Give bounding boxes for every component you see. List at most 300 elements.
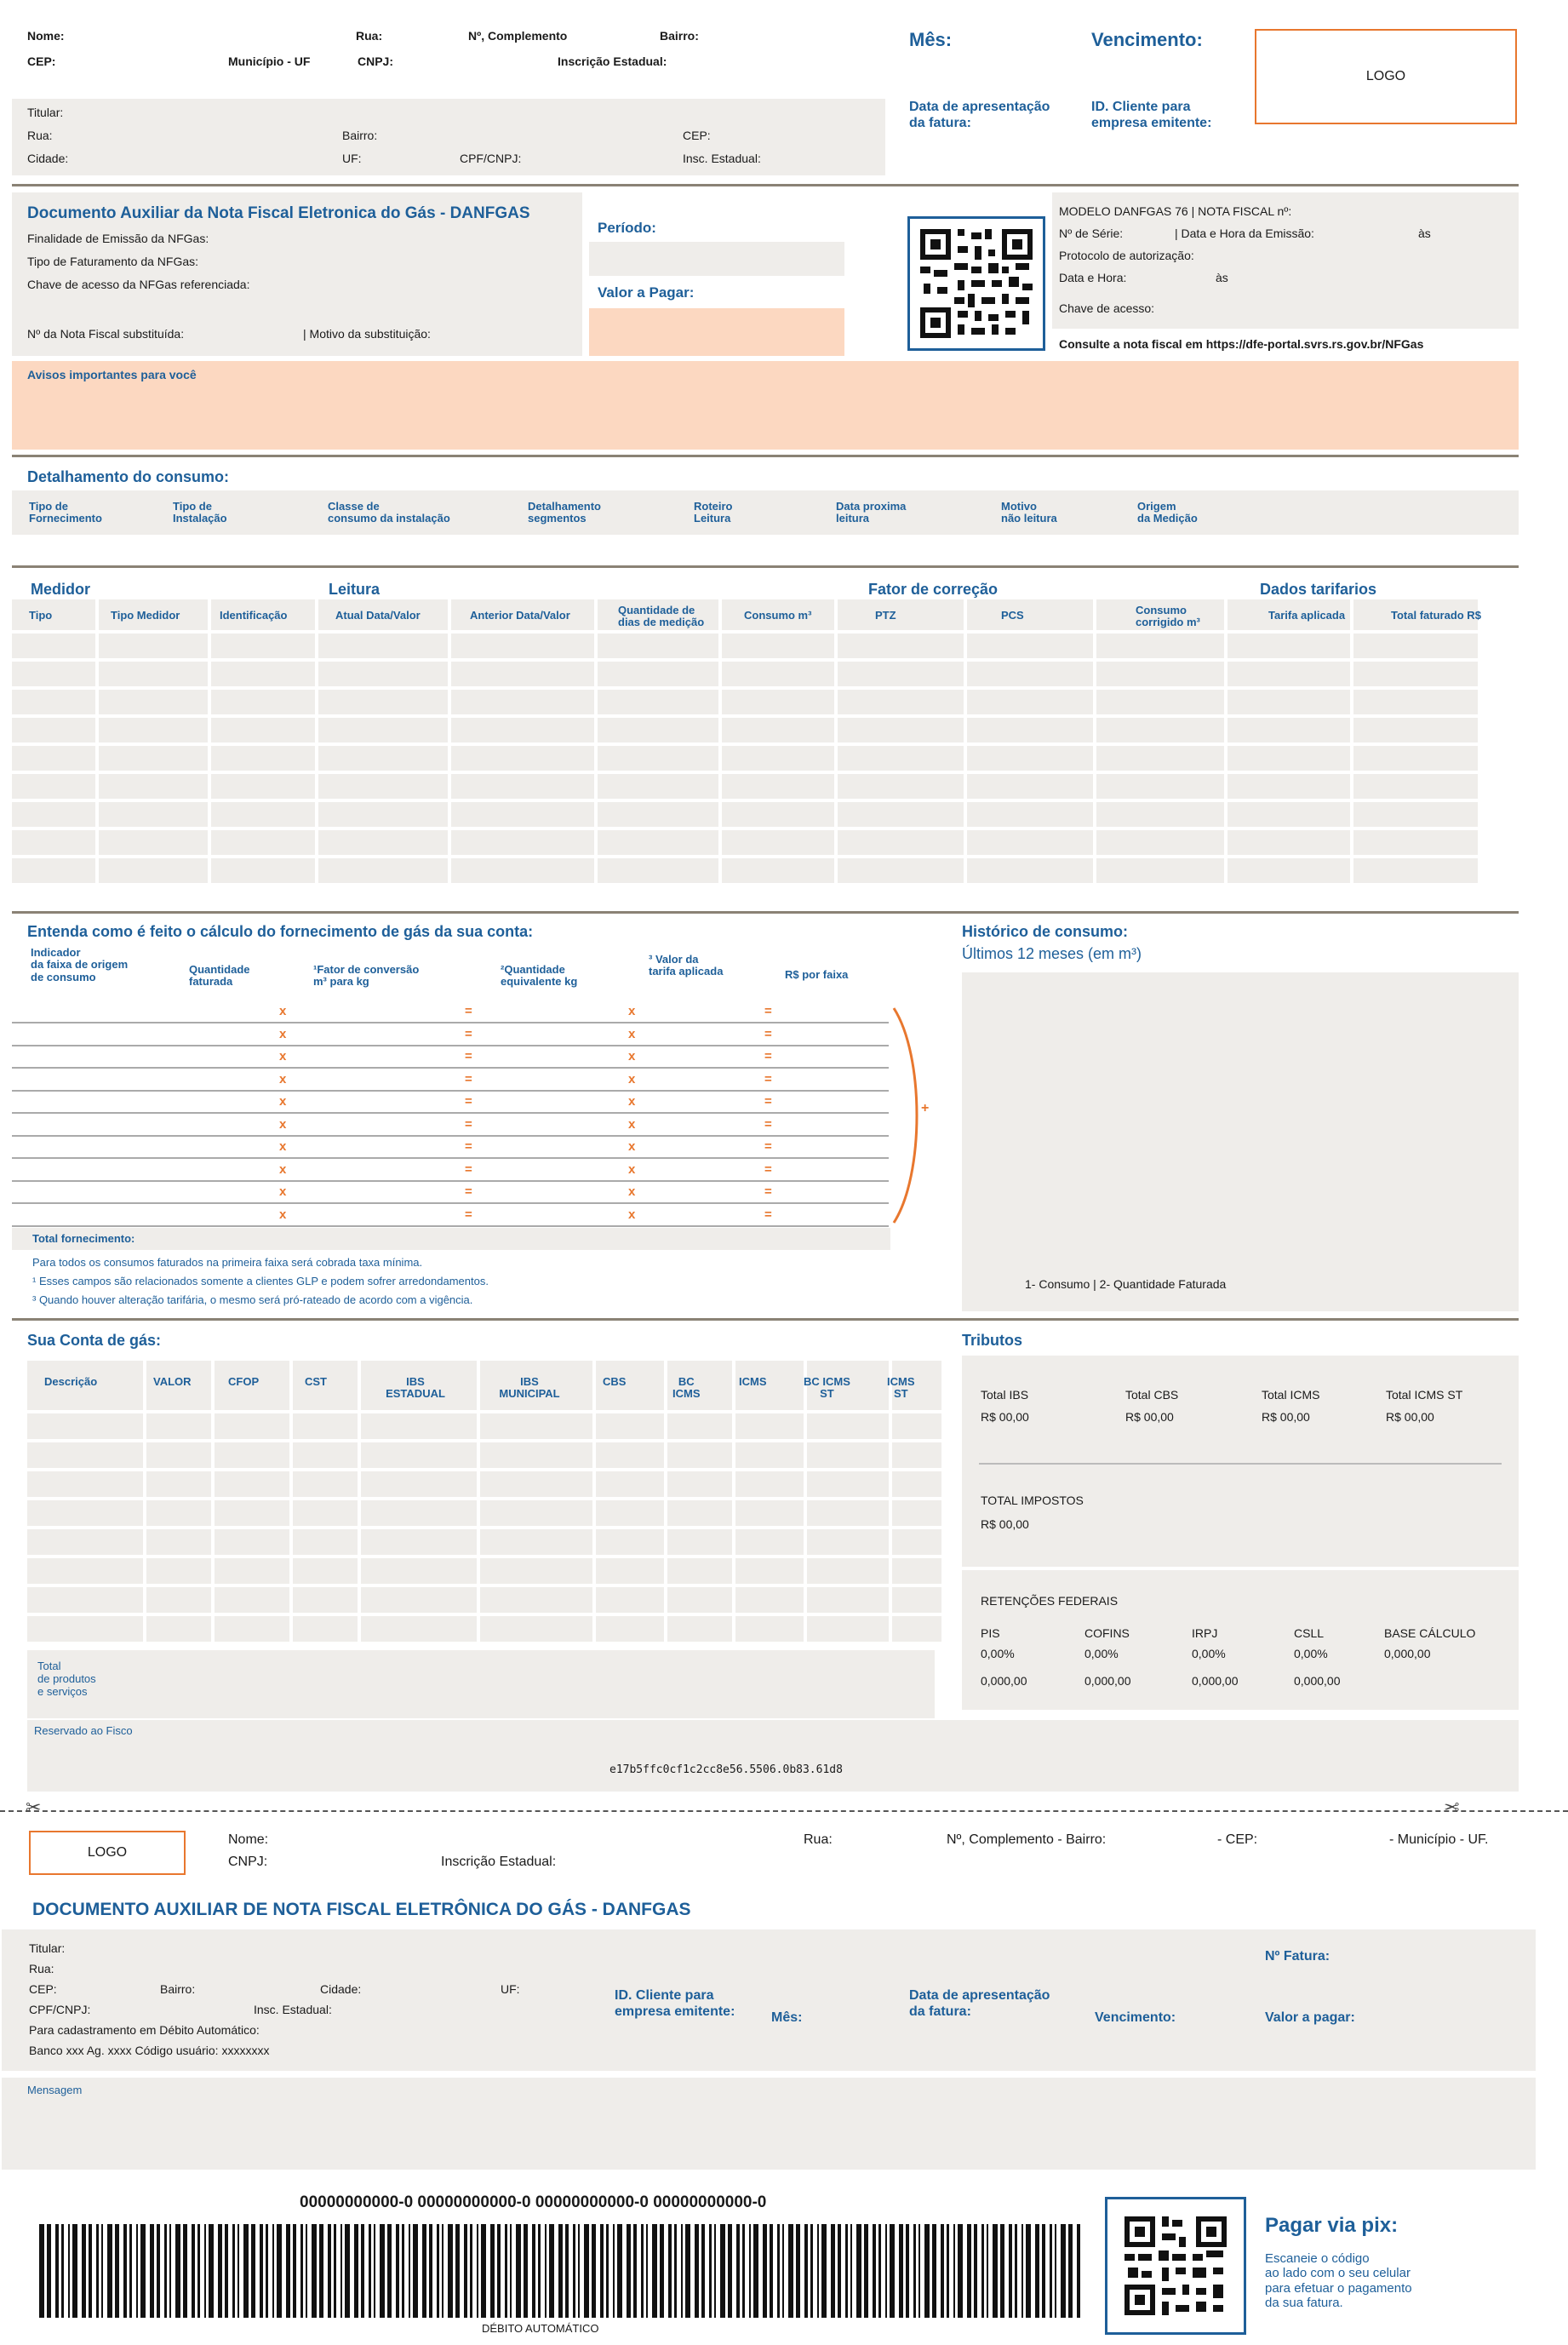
multiply-sign: x	[279, 1049, 287, 1064]
table-cell	[211, 718, 315, 742]
medidor-col: Tipo Medidor	[111, 609, 180, 622]
table-cell	[596, 1471, 664, 1497]
canhoto-mes: Mês:	[771, 2010, 803, 2025]
table-cell	[12, 634, 95, 658]
reservado-fisco: Reservado ao Fisco	[34, 1724, 133, 1737]
medidor-col: Identificação	[220, 609, 288, 622]
table-cell	[361, 1471, 477, 1497]
equals-sign: =	[465, 1004, 472, 1018]
table-cell	[1353, 774, 1478, 799]
table-cell	[967, 718, 1093, 742]
multiply-sign: x	[628, 1071, 636, 1086]
multiply-sign: x	[279, 1071, 287, 1086]
calculo-row	[12, 1092, 889, 1114]
table-cell	[146, 1587, 211, 1613]
table-cell	[451, 690, 594, 714]
table-cell	[451, 662, 594, 686]
table-cell	[807, 1587, 889, 1613]
table-cell	[967, 690, 1093, 714]
conta-col: CFOP	[228, 1375, 260, 1388]
table-cell	[318, 718, 448, 742]
table-cell	[967, 634, 1093, 658]
consumo-col: Tipo de Fornecimento	[29, 500, 102, 525]
calculo-row	[12, 1115, 889, 1137]
multiply-sign: x	[279, 1207, 287, 1222]
multiply-sign: x	[279, 1161, 287, 1177]
table-cell	[27, 1558, 143, 1584]
medidor-col: Consumo corrigido m³	[1136, 604, 1200, 629]
table-cell	[318, 634, 448, 658]
canhoto-title: DOCUMENTO AUXILIAR DE NOTA FISCAL ELETRÔNICA DO GÁS - DANFGAS	[32, 1900, 691, 1919]
tributos-title: Tributos	[962, 1332, 1022, 1349]
table-cell	[27, 1500, 143, 1526]
table-cell	[27, 1471, 143, 1497]
table-cell	[293, 1442, 358, 1468]
table-cell	[318, 802, 448, 827]
table-cell	[1096, 718, 1224, 742]
equals-sign: =	[764, 1071, 772, 1086]
table-cell	[1228, 774, 1350, 799]
table-cell	[598, 662, 718, 686]
table-cell	[892, 1558, 941, 1584]
conta-col: ICMS	[739, 1375, 767, 1388]
table-cell	[967, 830, 1093, 855]
header-logo: LOGO	[1255, 29, 1517, 124]
table-cell	[215, 1529, 289, 1555]
medidor-col: Anterior Data/Valor	[470, 609, 570, 622]
header-rua: Rua:	[356, 29, 383, 43]
header-vencimento: Vencimento:	[1091, 29, 1203, 50]
tributo-label: Total CBS	[1125, 1388, 1179, 1402]
table-cell	[99, 802, 208, 827]
calculo-row	[12, 1069, 889, 1092]
table-cell	[293, 1413, 358, 1439]
table-cell	[293, 1471, 358, 1497]
table-cell	[99, 858, 208, 883]
calculo-col: Indicador da faixa de origem de consumo	[31, 946, 129, 983]
table-cell	[807, 1413, 889, 1439]
table-cell	[722, 634, 834, 658]
table-cell	[318, 830, 448, 855]
table-cell	[596, 1529, 664, 1555]
table-cell	[215, 1558, 289, 1584]
table-cell	[598, 690, 718, 714]
table-cell	[318, 858, 448, 883]
canhoto-insc: Insc. Estadual:	[254, 2003, 332, 2016]
table-cell	[598, 830, 718, 855]
table-cell	[211, 690, 315, 714]
table-cell	[596, 1587, 664, 1613]
conta-col: ICMS ST	[887, 1375, 915, 1401]
header-inscricao: Inscrição Estadual:	[558, 54, 667, 68]
table-cell	[1096, 858, 1224, 883]
table-cell	[293, 1558, 358, 1584]
table-cell	[480, 1529, 592, 1555]
equals-sign: =	[764, 1094, 772, 1109]
ret-label: CSLL	[1294, 1626, 1325, 1640]
multiply-sign: x	[628, 1004, 636, 1018]
table-cell	[27, 1616, 143, 1642]
nf-data-emissao: | Data e Hora da Emissão:	[1175, 226, 1314, 240]
table-cell	[598, 718, 718, 742]
table-cell	[722, 690, 834, 714]
scissors-icon: ✂	[26, 1797, 42, 1818]
table-cell	[480, 1616, 592, 1642]
medidor-col: Tarifa aplicada	[1268, 609, 1346, 622]
table-cell	[596, 1413, 664, 1439]
tributo-value: R$ 00,00	[981, 1410, 1029, 1424]
medidor-col: PCS	[1001, 609, 1024, 622]
table-cell	[838, 634, 964, 658]
qr-code-frame	[907, 216, 1045, 351]
table-cell	[27, 1442, 143, 1468]
table-cell	[596, 1442, 664, 1468]
table-cell	[967, 746, 1093, 771]
mensagem-box	[2, 2078, 1536, 2170]
table-cell	[967, 774, 1093, 799]
pix-title: Pagar via pix:	[1265, 2214, 1399, 2237]
calculo-plus: +	[921, 1101, 930, 1115]
multiply-sign: x	[628, 1139, 636, 1154]
medidor-col: PTZ	[875, 609, 896, 622]
ret-val: 0,000,00	[981, 1674, 1027, 1688]
equals-sign: =	[764, 1184, 772, 1199]
multiply-sign: x	[628, 1094, 636, 1109]
conta-hash: e17b5ffc0cf1c2cc8e56.5506.0b83.61d8	[609, 1763, 843, 1776]
table-cell	[215, 1471, 289, 1497]
table-cell	[1096, 690, 1224, 714]
table-cell	[667, 1587, 732, 1613]
consumo-col: Motivo não leitura	[1001, 500, 1057, 525]
table-cell	[735, 1442, 804, 1468]
table-cell	[1353, 634, 1478, 658]
table-cell	[598, 634, 718, 658]
consumo-title: Detalhamento do consumo:	[27, 468, 230, 485]
table-cell	[892, 1500, 941, 1526]
multiply-sign: x	[279, 1004, 287, 1018]
table-cell	[722, 830, 834, 855]
titular-bairro: Bairro:	[342, 129, 378, 142]
canhoto-complemento: Nº, Complemento - Bairro:	[947, 1832, 1107, 1847]
consumo-header	[12, 490, 1519, 535]
table-cell	[361, 1587, 477, 1613]
debito-automatico: DÉBITO AUTOMÁTICO	[482, 2322, 599, 2335]
tributos-gap	[962, 1567, 1519, 1570]
medidor-col: Tipo	[29, 609, 53, 622]
historico-legend: 1- Consumo | 2- Quantidade Faturada	[1025, 1277, 1227, 1291]
ret-label: IRPJ	[1192, 1626, 1218, 1640]
titular-uf: UF:	[342, 152, 362, 165]
table-cell	[480, 1442, 592, 1468]
danfgas-periodo: Período:	[598, 220, 656, 236]
calculo-title: Entenda como é feito o cálculo do fornecimento de gás da sua conta:	[27, 923, 534, 940]
conta-col: BC ICMS ST	[804, 1375, 850, 1401]
retencoes-title: RETENÇÕES FEDERAIS	[981, 1594, 1119, 1608]
avisos-title: Avisos importantes para você	[27, 368, 197, 381]
table-cell	[892, 1413, 941, 1439]
canhoto-rua: Rua:	[804, 1832, 833, 1847]
danfgas-finalidade: Finalidade de Emissão da NFGas:	[27, 232, 209, 245]
table-cell	[12, 802, 95, 827]
header-municipio: Município - UF	[228, 54, 311, 68]
canhoto-municipio: - Município - UF.	[1389, 1832, 1489, 1847]
multiply-sign: x	[628, 1026, 636, 1041]
titular-insc: Insc. Estadual:	[683, 152, 761, 165]
table-cell	[807, 1442, 889, 1468]
calculo-row	[12, 1205, 889, 1227]
multiply-sign: x	[279, 1094, 287, 1109]
valor-pagar-box	[589, 308, 844, 356]
table-cell	[967, 802, 1093, 827]
table-cell	[722, 774, 834, 799]
ret-label: COFINS	[1084, 1626, 1130, 1640]
canhoto-rua2: Rua:	[29, 1962, 54, 1975]
table-cell	[12, 690, 95, 714]
table-cell	[318, 746, 448, 771]
conta-col: VALOR	[153, 1375, 192, 1388]
tributo-label: Total ICMS ST	[1386, 1388, 1463, 1402]
table-cell	[99, 830, 208, 855]
table-cell	[451, 746, 594, 771]
canhoto-inscricao: Inscrição Estadual:	[441, 1855, 557, 1869]
equals-sign: =	[465, 1207, 472, 1222]
calculo-total-bar	[12, 1228, 890, 1250]
conta-total-row	[27, 1650, 935, 1718]
consumo-col: Roteiro Leitura	[694, 500, 733, 525]
canhoto-cep2: CEP:	[29, 1982, 57, 1996]
periodo-box	[589, 242, 844, 276]
table-cell	[838, 599, 964, 630]
table-cell	[99, 718, 208, 742]
table-cell	[12, 830, 95, 855]
table-cell	[215, 1500, 289, 1526]
table-cell	[451, 718, 594, 742]
table-cell	[807, 1529, 889, 1555]
table-cell	[735, 1587, 804, 1613]
equals-sign: =	[465, 1116, 472, 1132]
conta-col: CBS	[603, 1375, 627, 1388]
equals-sign: =	[764, 1139, 772, 1154]
tributo-value: R$ 00,00	[1262, 1410, 1310, 1424]
avisos-box	[12, 361, 1519, 450]
table-cell	[1096, 774, 1224, 799]
ret-label: BASE CÁLCULO	[1384, 1626, 1476, 1640]
ret-pct: 0,00%	[1192, 1647, 1226, 1660]
header-nome: Nome:	[27, 29, 65, 43]
equals-sign: =	[465, 1049, 472, 1064]
conta-total: Total de produtos e serviços	[37, 1660, 96, 1698]
table-cell	[1096, 634, 1224, 658]
table-cell	[361, 1442, 477, 1468]
table-cell	[807, 1500, 889, 1526]
canhoto-nfatura: Nº Fatura:	[1265, 1949, 1331, 1964]
header-mes: Mês:	[909, 29, 953, 50]
table-cell	[99, 634, 208, 658]
ret-val: 0,000,00	[1294, 1674, 1341, 1688]
calculo-row	[12, 1046, 889, 1069]
barcode-number: 00000000000-0 00000000000-0 00000000000-0 00000000000-0	[300, 2193, 767, 2211]
tributo-label: Total ICMS	[1262, 1388, 1320, 1402]
multiply-sign: x	[628, 1161, 636, 1177]
table-cell	[293, 1616, 358, 1642]
calculo-col: R$ por faixa	[785, 968, 849, 981]
table-cell	[1228, 858, 1350, 883]
canhoto-logo: LOGO	[29, 1831, 186, 1875]
table-cell	[146, 1413, 211, 1439]
calculo-note: Para todos os consumos faturados na primeira faixa será cobrada taxa mínima.	[32, 1256, 423, 1269]
table-cell	[596, 1558, 664, 1584]
table-cell	[146, 1471, 211, 1497]
table-cell	[318, 774, 448, 799]
danfgas-valor-pagar: Valor a Pagar:	[598, 284, 695, 301]
table-cell	[1228, 690, 1350, 714]
table-cell	[1228, 718, 1350, 742]
table-cell	[735, 1471, 804, 1497]
table-cell	[838, 802, 964, 827]
multiply-sign: x	[628, 1184, 636, 1199]
conta-col: IBS ESTADUAL	[386, 1375, 445, 1401]
table-cell	[361, 1529, 477, 1555]
table-cell	[596, 1616, 664, 1642]
leitura-group: Leitura	[329, 581, 381, 598]
equals-sign: =	[465, 1071, 472, 1086]
nf-consulte-link[interactable]: Consulte a nota fiscal em https://dfe-portal.svrs.rs.gov.br/NFGas	[1059, 337, 1424, 351]
table-cell	[967, 858, 1093, 883]
consumo-col: Data proxima leitura	[836, 500, 907, 525]
table-cell	[146, 1500, 211, 1526]
multiply-sign: x	[279, 1026, 287, 1041]
tarifarios-group: Dados tarifarios	[1260, 581, 1377, 598]
table-cell	[722, 858, 834, 883]
table-cell	[361, 1616, 477, 1642]
reservado-fisco-box	[27, 1720, 1519, 1792]
nf-data-hora: Data e Hora:	[1059, 271, 1127, 284]
calculo-row	[12, 1182, 889, 1204]
nf-serie: Nº de Série:	[1059, 226, 1124, 240]
consumo-col: Classe de consumo da instalação	[328, 500, 450, 525]
tributo-label: Total IBS	[981, 1388, 1029, 1402]
table-cell	[1096, 830, 1224, 855]
table-cell	[838, 774, 964, 799]
table-cell	[211, 746, 315, 771]
table-cell	[722, 718, 834, 742]
total-impostos-value: R$ 00,00	[981, 1517, 1029, 1531]
equals-sign: =	[465, 1094, 472, 1109]
consumo-col: Detalhamento segmentos	[528, 500, 601, 525]
equals-sign: =	[764, 1004, 772, 1018]
table-cell	[12, 858, 95, 883]
danfgas-title: Documento Auxiliar da Nota Fiscal Eletronica do Gás - DANFGAS	[27, 204, 530, 222]
conta-title: Sua Conta de gás:	[27, 1332, 162, 1349]
ret-val: 0,000,00	[1084, 1674, 1131, 1688]
medidor-group: Medidor	[31, 581, 90, 598]
ret-pct: 0,00%	[981, 1647, 1015, 1660]
table-cell	[361, 1558, 477, 1584]
canhoto-cep: - CEP:	[1217, 1832, 1258, 1847]
pix-qr-frame	[1105, 2197, 1246, 2335]
table-cell	[1228, 802, 1350, 827]
table-cell	[12, 774, 95, 799]
table-cell	[807, 1558, 889, 1584]
pix-text: Escaneie o código ao lado com o seu celular para efetuar o pagamento da sua fatura.	[1265, 2251, 1412, 2310]
equals-sign: =	[764, 1207, 772, 1222]
table-cell	[1228, 746, 1350, 771]
table-cell	[99, 662, 208, 686]
table-cell	[480, 1558, 592, 1584]
danfgas-tipo-fat: Tipo de Faturamento da NFGas:	[27, 255, 199, 268]
historico-title: Histórico de consumo:	[962, 923, 1129, 940]
table-cell	[667, 1529, 732, 1555]
table-cell	[27, 1587, 143, 1613]
table-cell	[667, 1500, 732, 1526]
table-cell	[1096, 802, 1224, 827]
total-impostos-label: TOTAL IMPOSTOS	[981, 1494, 1084, 1507]
canhoto-nome: Nome:	[228, 1832, 269, 1847]
table-cell	[211, 802, 315, 827]
conta-table	[27, 1361, 935, 1642]
table-cell	[838, 858, 964, 883]
medidor-table	[12, 599, 1519, 883]
table-cell	[293, 1500, 358, 1526]
table-cell	[480, 1587, 592, 1613]
table-cell	[293, 1587, 358, 1613]
table-cell	[598, 802, 718, 827]
table-cell	[1353, 802, 1478, 827]
nf-as-1: às	[1418, 226, 1431, 240]
multiply-sign: x	[279, 1184, 287, 1199]
tributos-divider	[979, 1463, 1502, 1465]
consumo-col: Tipo de Instalação	[173, 500, 227, 525]
header-cep: CEP:	[27, 54, 56, 68]
table-cell	[807, 1616, 889, 1642]
table-cell	[99, 690, 208, 714]
table-cell	[12, 662, 95, 686]
equals-sign: =	[764, 1161, 772, 1177]
canhoto-id-cliente: ID. Cliente para empresa emitente:	[615, 1988, 735, 2020]
table-cell	[838, 690, 964, 714]
table-cell	[211, 662, 315, 686]
scissors-icon: ✂	[1444, 1797, 1460, 1818]
canhoto-valor: Valor a pagar:	[1265, 2010, 1355, 2025]
medidor-col: Atual Data/Valor	[335, 609, 421, 622]
table-cell	[892, 1587, 941, 1613]
equals-sign: =	[465, 1184, 472, 1199]
table-cell	[1353, 830, 1478, 855]
equals-sign: =	[764, 1049, 772, 1064]
calculo-row	[12, 1137, 889, 1159]
table-cell	[12, 718, 95, 742]
nf-modelo: MODELO DANFGAS 76 | NOTA FISCAL nº:	[1059, 204, 1292, 218]
table-cell	[667, 1558, 732, 1584]
calculo-col: ²Quantidade equivalente kg	[501, 963, 578, 989]
multiply-sign: x	[628, 1049, 636, 1064]
canhoto-bairro: Bairro:	[160, 1982, 196, 1996]
canhoto-uf: UF:	[501, 1982, 520, 1996]
titular-cidade: Cidade:	[27, 152, 69, 165]
table-cell	[211, 858, 315, 883]
table-cell	[838, 830, 964, 855]
table-cell	[1353, 690, 1478, 714]
table-cell	[451, 802, 594, 827]
table-cell	[146, 1616, 211, 1642]
table-cell	[12, 599, 95, 630]
barcode-icon	[39, 2224, 1088, 2318]
medidor-col: Quantidade de dias de medição	[618, 604, 705, 629]
multiply-sign: x	[279, 1139, 287, 1154]
table-cell	[1096, 662, 1224, 686]
titular-label: Titular:	[27, 106, 64, 119]
table-cell	[480, 1500, 592, 1526]
